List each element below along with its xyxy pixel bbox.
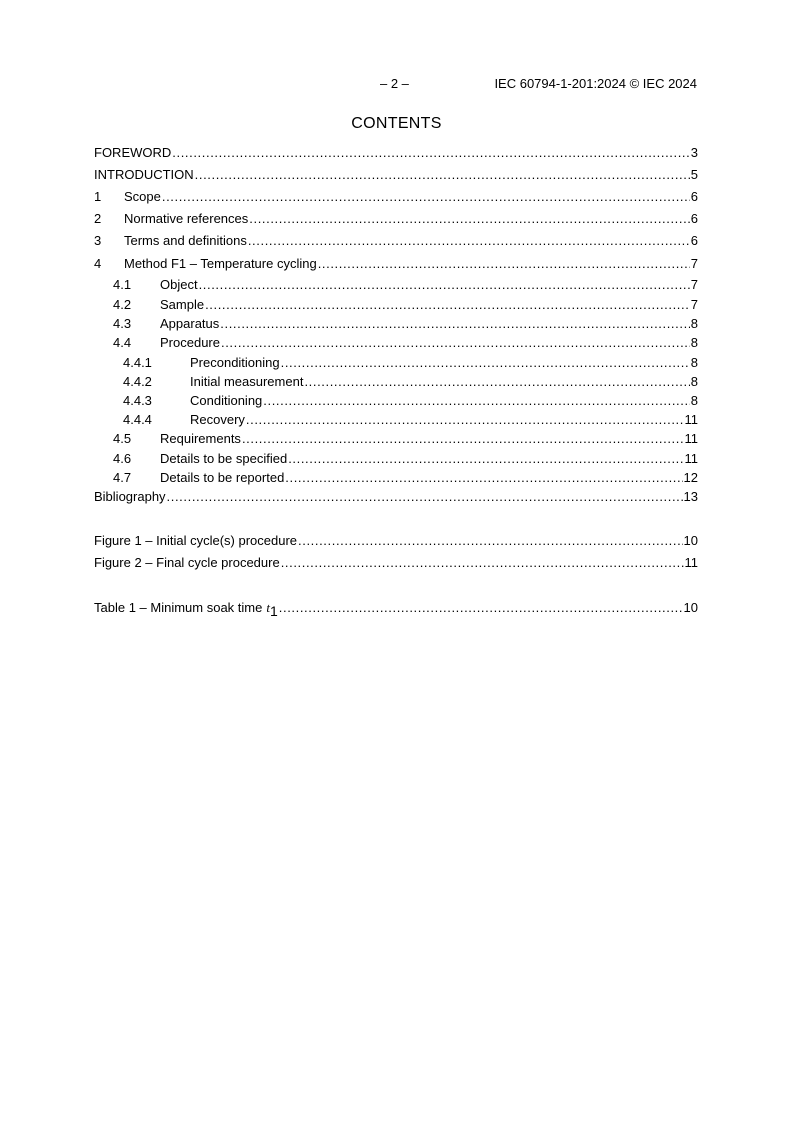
dot-leader <box>242 431 684 447</box>
toc-table-1[interactable] <box>94 599 698 619</box>
toc-entry-label: Conditioning <box>190 393 263 408</box>
toc-entry-introduction[interactable] <box>94 167 698 183</box>
toc-entry-page: 10 <box>683 600 698 615</box>
toc-entry-method-f1[interactable] <box>94 256 698 272</box>
toc-entry-scope[interactable] <box>94 189 698 205</box>
toc-entry-number: 3 <box>94 233 102 248</box>
dot-leader <box>298 533 683 549</box>
toc-entry-apparatus[interactable] <box>94 316 698 332</box>
toc-entry-object[interactable] <box>94 277 698 293</box>
dot-leader <box>167 489 683 505</box>
toc-entry-page: 11 <box>684 451 698 466</box>
document-identifier: IEC 60794-1-201:2024 © IEC 2024 <box>494 76 697 91</box>
toc-figure-1[interactable] <box>94 533 698 549</box>
toc-entry-number: 4.4.2 <box>123 374 152 389</box>
toc-entry-foreword[interactable] <box>94 145 698 161</box>
toc-entry-sample[interactable] <box>94 297 698 313</box>
dot-leader <box>246 412 684 428</box>
page-number: – 2 – <box>380 76 409 91</box>
dot-leader <box>205 297 690 313</box>
toc-entry-bibliography[interactable] <box>94 489 698 505</box>
toc-entry-label: Figure 1 – Initial cycle(s) procedure <box>94 533 298 548</box>
toc-entry-label: Details to be specified <box>160 451 288 466</box>
dot-leader <box>221 335 690 351</box>
toc-entry-page: 13 <box>683 489 698 504</box>
symbol-subscript: 1 <box>269 603 278 619</box>
toc-entry-initial-measurement[interactable] <box>94 374 698 390</box>
toc-entry-page: 12 <box>683 470 698 485</box>
dot-leader <box>162 189 690 205</box>
toc-entry-page: 6 <box>690 233 698 248</box>
dot-leader <box>220 316 690 332</box>
toc-entry-label: Procedure <box>160 335 220 350</box>
toc-entry-number: 4.4.3 <box>123 393 152 408</box>
toc-entry-requirements[interactable] <box>94 431 698 447</box>
toc-entry-page: 6 <box>690 189 698 204</box>
toc-entry-label: Details to be reported <box>160 470 285 485</box>
dot-leader <box>281 355 690 371</box>
toc-entry-page: 7 <box>690 256 698 271</box>
toc-entry-label: Recovery <box>190 412 245 427</box>
toc-entry-number: 4.3 <box>113 316 132 331</box>
dot-leader <box>195 167 690 183</box>
toc-entry-symbol <box>266 599 278 619</box>
toc-entry-preconditioning[interactable] <box>94 355 698 371</box>
dot-leader <box>248 233 690 249</box>
toc-entry-label: Requirements <box>160 431 241 446</box>
toc-entry-page: 3 <box>690 145 698 160</box>
toc-entry-number: 4.6 <box>113 451 132 466</box>
toc-entry-label: Sample <box>160 297 205 312</box>
dot-leader <box>285 470 682 486</box>
symbol-t: t <box>266 600 270 615</box>
toc-entry-procedure[interactable] <box>94 335 698 351</box>
toc-entry-page: 5 <box>690 167 698 182</box>
toc-entry-number: 4.2 <box>113 297 132 312</box>
toc-entry-page: 11 <box>684 431 698 446</box>
dot-leader <box>172 145 689 161</box>
toc-entry-label: Object <box>160 277 198 292</box>
toc-entry-number: 4.4.1 <box>123 355 152 370</box>
toc-entry-details-reported[interactable] <box>94 470 698 486</box>
toc-entry-label: Terms and definitions <box>124 233 247 248</box>
dot-leader <box>304 374 689 390</box>
dot-leader <box>318 256 690 272</box>
toc-entry-page: 10 <box>683 533 698 548</box>
toc-entry-details-specified[interactable] <box>94 451 698 467</box>
toc-entry-number: 4.5 <box>113 431 132 446</box>
toc-entry-page: 8 <box>690 316 698 331</box>
toc-entry-label: Scope <box>124 189 161 204</box>
toc-entry-label: Preconditioning <box>190 355 280 370</box>
toc-entry-label: FOREWORD <box>94 145 172 160</box>
dot-leader <box>199 277 690 293</box>
dot-leader <box>288 451 683 467</box>
toc-entry-normative-references[interactable] <box>94 211 698 227</box>
toc-entry-label: Figure 2 – Final cycle procedure <box>94 555 280 570</box>
toc-entry-label: INTRODUCTION <box>94 167 194 182</box>
toc-entry-number: 4.4.4 <box>123 412 152 427</box>
toc-entry-recovery[interactable] <box>94 412 698 428</box>
toc-entry-label: Table 1 – Minimum soak time <box>94 600 263 615</box>
toc-entry-label: Normative references <box>124 211 249 226</box>
toc-entry-label: Method F1 – Temperature cycling <box>124 256 317 271</box>
toc-entry-number: 4.1 <box>113 277 132 292</box>
toc-entry-number: 4.4 <box>113 335 132 350</box>
dot-leader <box>263 393 689 409</box>
toc-entry-label: Initial measurement <box>190 374 304 389</box>
toc-entry-page: 7 <box>690 297 698 312</box>
page-title: CONTENTS <box>351 115 442 132</box>
toc-entry-number: 1 <box>94 189 102 204</box>
toc-entry-label: Apparatus <box>160 316 220 331</box>
toc-entry-page: 11 <box>684 412 698 427</box>
dot-leader <box>281 555 684 571</box>
toc-entry-label: Bibliography <box>94 489 166 504</box>
toc-entry-page: 8 <box>690 335 698 350</box>
toc-entry-page: 6 <box>690 211 698 226</box>
toc-entry-number: 2 <box>94 211 102 226</box>
toc-figure-2[interactable] <box>94 555 698 571</box>
toc-entry-page: 8 <box>690 374 698 389</box>
dot-leader <box>279 600 683 616</box>
dot-leader <box>249 211 689 227</box>
toc-entry-number: 4.7 <box>113 470 132 485</box>
toc-entry-conditioning[interactable] <box>94 393 698 409</box>
toc-entry-number: 4 <box>94 256 102 271</box>
toc-entry-page: 8 <box>690 355 698 370</box>
toc-entry-page: 8 <box>690 393 698 408</box>
page-header <box>380 76 697 92</box>
toc-entry-terms-and-definitions[interactable] <box>94 233 698 249</box>
toc-entry-page: 7 <box>690 277 698 292</box>
toc-entry-page: 11 <box>684 555 698 570</box>
